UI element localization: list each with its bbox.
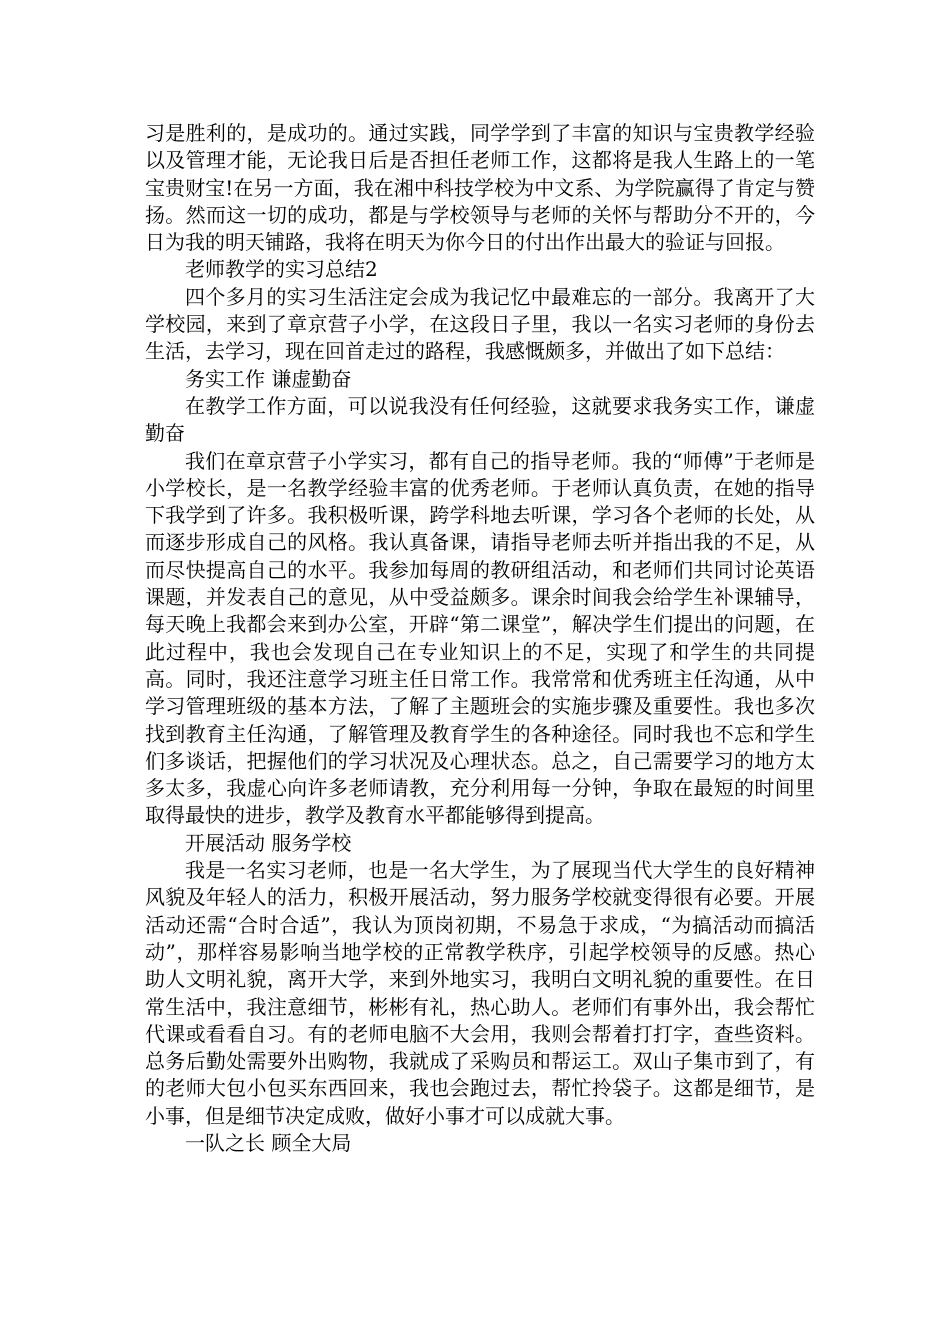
paragraph-mentor: 我们在章京营子小学实习，都有自己的指导老师。我的“师傅”于老师是小学校长，是一名教学经验丰富的优秀老师。于老师认真负责，在她的指导下我学到了许多。我积极听课，跨学科地去听课，学习各个老师的长处，从而逐步形成自己的风格。我认真备课，请指导老师去听并指出我的不足，从而尽快提高自己的水平。我参加每周的教研组活动，和老师们共同讨论英语课题，并发表自己的意见，从中受益颇多。课余时间我会给学生补课辅导，每天晚上我都会来到办公室，开辟“第二课堂”，解决学生们提出的问题，在此过程中，我也会发现自己在专业知识上的不足，实现了和学生的共同提高。同时，我还注意学习班主任日常工作。我常常和优秀班主任沟通，从中学习管理班级的基本方法，了解了主题班会的实施步骤及重要性。我也多次找到教育主任沟通，了解管理及教育学生的各种途径。同时我也不忘和学生们多谈话，把握他们的学习状况及心理状态。总之，自己需要学习的地方太多太多，我虚心向许多老师请教，充分利用每一分钟，争取在最短的时间里取得最快的进步，教学及教育水平都能够得到提高。: [145, 448, 815, 828]
section-title: 老师教学的实习总结2: [185, 257, 378, 282]
subheading-activities: 开展活动 服务学校: [185, 830, 352, 855]
subheading-leader: 一队之长 顾全大局: [185, 1130, 352, 1155]
paragraph-conclusion: 习是胜利的，是成功的。通过实践，同学学到了丰富的知识与宝贵教学经验以及管理才能，无论我日后是否担任老师工作，这都将是我人生路上的一笔宝贵财宝!在另一方面，我在湘中科技学校为中文系、为学院赢得了肯定与赞扬。然而这一切的成功，都是与学校领导与老师的关怀与帮助分不开的，今日为我的明天铺路，我将在明天为你今日的付出作出最大的验证与回报。: [145, 121, 815, 255]
paragraph-teaching: 在教学工作方面，可以说我没有任何经验，这就要求我务实工作，谦虚勤奋: [145, 393, 815, 446]
paragraph-intro: 四个多月的实习生活注定会成为我记忆中最难忘的一部分。我离开了大学校园，来到了章京营子小学，在这段日子里，我以一名实习老师的身份去生活，去学习，现在回首走过的路程，我感慨颇多，并做出了如下总结：: [145, 284, 815, 364]
subheading-work: 务实工作 谦虚勤奋: [185, 366, 352, 391]
document-body: [145, 120, 815, 1157]
paragraph-activities: 我是一名实习老师，也是一名大学生，为了展现当代大学生的良好精神风貌及年轻人的活力，积极开展活动，努力服务学校就变得很有必要。开展活动还需“合时合适”，我认为顶岗初期，不易急于求成，“为搞活动而搞活动”，那样容易影响当地学校的正常教学秩序，引起学校领导的反感。热心助人文明礼貌，离开大学，来到外地实习，我明白文明礼貌的重要性。在日常生活中，我注意细节，彬彬有礼，热心助人。老师们有事外出，我会帮忙代课或看看自习。有的老师电脑不大会用，我则会帮着打打字，查些资料。总务后勤处需要外出购物，我就成了采购员和帮运工。双山子集市到了，有的老师大包小包买东西回来，我也会跑过去，帮忙拎袋子。这都是细节，是小事，但是细节决定成败，做好小事才可以成就大事。: [145, 858, 815, 1128]
